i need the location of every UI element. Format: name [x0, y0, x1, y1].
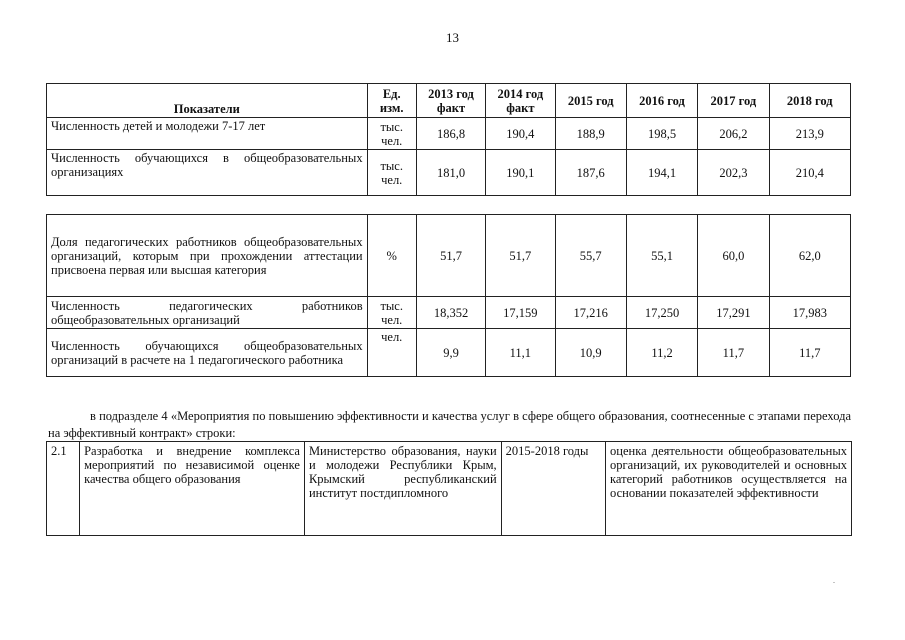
- value-2018: 17,983: [769, 297, 850, 329]
- table-row: [47, 442, 852, 536]
- header-2013: 2013 год факт: [416, 84, 485, 118]
- value-2015: 17,216: [555, 297, 626, 329]
- value-2013: 51,7: [416, 215, 485, 297]
- value-2018: 62,0: [769, 215, 850, 297]
- value-2014: 190,4: [486, 118, 555, 150]
- row-number: 2.1: [47, 442, 80, 536]
- value-2015: 55,7: [555, 215, 626, 297]
- indicators-table-1: [46, 83, 851, 196]
- value-2017: 11,7: [698, 329, 769, 377]
- value-2017: 60,0: [698, 215, 769, 297]
- value-2015: 188,9: [555, 118, 626, 150]
- section-paragraph: в подразделе 4 «Мероприятия по повышению эффективности и качества услуг в сфере общего образования, соотнесенные с этапами перехода на эффективный контракт» строки:: [48, 408, 851, 440]
- value-2015: 10,9: [555, 329, 626, 377]
- value-2018: 11,7: [769, 329, 850, 377]
- header-indicators: Показатели: [47, 84, 368, 118]
- row-unit: чел.: [367, 329, 416, 377]
- measures-table: [46, 441, 852, 536]
- row-name: Численность детей и молодежи 7-17 лет: [47, 118, 368, 150]
- header-2018: 2018 год: [769, 84, 850, 118]
- value-2013: 186,8: [416, 118, 485, 150]
- header-2014: 2014 год факт: [486, 84, 555, 118]
- value-2016: 17,250: [626, 297, 697, 329]
- activity-cell: Разработка и внедрение комплекса мероприятий по независимой оценке качества общего образования: [80, 442, 305, 536]
- value-2013: 18,352: [416, 297, 485, 329]
- value-2016: 198,5: [626, 118, 697, 150]
- value-2018: 213,9: [769, 118, 850, 150]
- table-header-row: [47, 84, 851, 118]
- value-2018: 210,4: [769, 150, 850, 196]
- value-2016: 11,2: [626, 329, 697, 377]
- table-row: [47, 150, 851, 196]
- value-2017: 206,2: [698, 118, 769, 150]
- value-2017: 17,291: [698, 297, 769, 329]
- row-name: Доля педагогических работников общеобразовательных организаций, которым при прохождении аттестации присвоена первая или высшая категория: [47, 215, 368, 297]
- header-2016: 2016 год: [626, 84, 697, 118]
- value-2014: 11,1: [486, 329, 555, 377]
- result-cell: оценка деятельности общеобразовательных организаций, их руководителей и основных категорий работников осуществляется на основании показателей эффективности: [606, 442, 852, 536]
- indicators-table-2: [46, 214, 851, 377]
- scan-dot-mark: .: [833, 576, 835, 585]
- value-2017: 202,3: [698, 150, 769, 196]
- value-2016: 194,1: [626, 150, 697, 196]
- row-name: Численность обучающихся в общеобразовательных организациях: [47, 150, 368, 196]
- value-2014: 190,1: [486, 150, 555, 196]
- row-unit: %: [367, 215, 416, 297]
- table-row: [47, 215, 851, 297]
- value-2013: 181,0: [416, 150, 485, 196]
- row-unit: тыс. чел.: [367, 118, 416, 150]
- row-name: Численность обучающихся общеобразовательных организаций в расчете на 1 педагогического работника: [47, 329, 368, 377]
- row-name: Численность педагогических работников общеобразовательных организаций: [47, 297, 368, 329]
- header-2017: 2017 год: [698, 84, 769, 118]
- value-2014: 51,7: [486, 215, 555, 297]
- table-row: [47, 118, 851, 150]
- value-2014: 17,159: [486, 297, 555, 329]
- table-row: [47, 329, 851, 377]
- header-2015: 2015 год: [555, 84, 626, 118]
- executor-cell: Министерство образования, науки и молодежи Республики Крым, Крымский республиканский институт постдипломного: [304, 442, 501, 536]
- page-number: 13: [446, 30, 459, 45]
- row-unit: тыс. чел.: [367, 297, 416, 329]
- value-2015: 187,6: [555, 150, 626, 196]
- header-unit: Ед. изм.: [367, 84, 416, 118]
- value-2013: 9,9: [416, 329, 485, 377]
- row-unit: тыс. чел.: [367, 150, 416, 196]
- value-2016: 55,1: [626, 215, 697, 297]
- period-cell: 2015-2018 годы: [501, 442, 605, 536]
- table-row: [47, 297, 851, 329]
